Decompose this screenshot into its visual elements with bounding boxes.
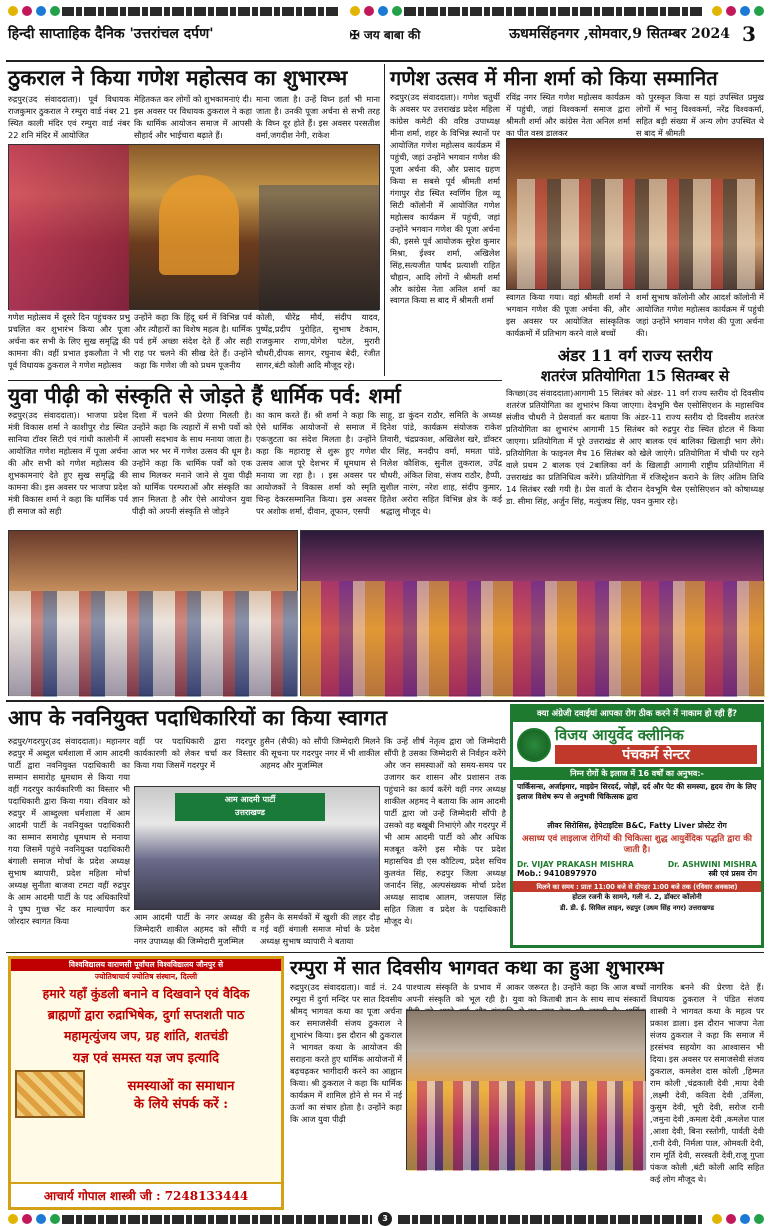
divider-mid-left [8,380,502,381]
article4-col-d: साहू, डा कुंदन राठौर, समिति के अध्यक्ष दिनेश पांडे, कार्यक्रम संयोजक राकेश तिवारी, चंद्रप्रकाश, अखिलेश खरे, डॉक्टर धीर सिंह, मनदीप वर्मा, ममता पांडे, निलेश कौशिक, सुनील तुकराल, उपेंद्र चौधरी, अंकित शिवा, संजय राठौर, हैप्पी, सुशील नारंग, नरेश शाह, संदीप कुमार, हितेश अरोरा सहित विभिन्न क्षेत्र के कई श्रद्धालु मौजूद थे। [380,410,502,516]
clinic-treat-list: पार्किंसन्स, अर्जाइमार, माइग्रेन सिरदर्द, जोड़ों, दर्द और पेट की समस्या, हृदय रोग के लिए इलाज विशेष रूप से अनुभवी चिकित्सक द्वारा [517,782,757,802]
article3-headline-line2: शतरंज प्रतियोगिता 15 सितम्बर से [540,367,730,385]
clinic-treat-head: निम्न रोगों के इलाज में 16 वर्षों का अनुभव:- [513,767,761,780]
article5-col-e: हुसैन के समर्थकों में खुशी की लहर दौड़ गई वहीं बंगाली समाज मोर्चा के प्रदेश अध्यक्ष सुभाष व्यापारी ने बताया [260,912,380,946]
article5-col-c: हुसैन (सैफी) को सौंपी जिम्मेदारी मिलने की सूचना पर गदरपुर नगर में भी शाकील अहमद और मुजम्मिल [260,736,380,770]
clinic-timing: मिलने का समय : प्रातः 11:00 बजे से दोपहर 1:00 बजे तक (रविवार अवकाश) [513,881,761,892]
doctor2-role: स्त्री एवं प्रसव रोग [708,869,757,879]
masthead-rule [6,60,764,62]
astro-headline: हमारे यहाँ कुंडली बनाने व दिखवाने एवं वैदिक [42,986,250,1001]
article3-body: किच्छा(उद संवाददाता)आगामी 15 सितंबर को अंडर- 11 वर्ग राज्य स्तरीय दो दिवसीय शतरंज प्रतियोगिता का शुभारंभ किया जाएगा। देवभूमि चैस एसोसिएशन के महासचिव संजीव चौधरी ने प्रेसवार्ता कर बताया कि अंडर-11 राज्य स्तरीय दो दिवसीय शतरंज प्रतियोगिता का शुभारंभ आगामी 15 सितंबर को रुद्रपुर रोड स्थित होटल में किया जाएगा। प्रतियोगिता में पूरे उत्तराखंड से आए बालक एवं बालिका खिलाड़ी भाग लेंगे। प्रतियोगिता के फाइनल मैच 16 सितंबर को खेले जाएंगे। प्रतियोगिता में चौथी पर रहने वाले प्रथम 2 बालक एवं 2बालिका वर्ग के खिलाड़ी आगामी राष्ट्रीय प्रतियोगिता में उत्तराखंड का प्रतिनिधित्व करेंगे। प्रतियोगिता में रजिस्ट्रेशन कराने के लिए अंतिम तिथि 14 सितंबर रखी गयी है। प्रेस वार्ता के दौरान देवभूमि चैस एसोसिएशन को कोषाध्यक्ष डा. सीमा सिंह, अर्जुन सिंह, मत्युंजय सिंह, पवन कुमार रहे। [506,388,764,506]
masthead-dots-mid [350,6,402,16]
masthead-slogan: ✠ जय बाबा की [349,28,421,42]
astro-line7: के लिये संपर्क करें : [133,1097,229,1112]
paper-name: हिन्दी साप्ताहिक दैनिक 'उत्तरांचल दर्पण' [8,26,214,42]
astro-line2: ज्योतिषाचार्य ज्योतिष संस्थान, दिल्ली [94,972,198,981]
footer-dots-right [712,1214,764,1224]
clinic-logo-icon [517,728,551,762]
article6-col-c-top: जरूरत है। उन्होंने कहा कि आज बच्चों को किताबी ज्ञान के साथ साथ संस्कारों [528,982,646,1004]
photo-banner-line2: उत्तराखण्ड [235,808,265,817]
article2-headline: गणेश उत्सव में मीना शर्मा को किया सम्मानित [390,66,718,90]
masthead-dots-right [712,6,764,16]
article5-col-f: कि उन्हें शीर्ष नेतृत्व द्वारा जो जिम्मेदारी सौंपी है उसका जिम्मेदारी से निर्वहन करेंगे और जन समस्याओं को समय-समय पर उजागर कर शासन और प्रशासन तक पहुंचाने का कार्य करेंगे वहीं नगर अध्यक्ष शाकील अहमद ने बताया कि आम आदमी पार्टी द्वारा जो उन्हें जिम्मेदारी सौंपी है उसको वह बखूबी निभाएंगे और गदरपुर में भी आम आदमी पार्टी को और अधिक मजबूत करेंगे इस मौके पर प्रदेश महासचिव डी एस कौटिल्य, प्रदेश सचिव कुलवंत सिंह, रुद्रपुर जिला अध्यक्ष जनार्दन सिंह, अल्पसंख्यक मोर्चा प्रदेश अध्यक्ष सादाब आलम, जसपाल सिंह सहित जिला व प्रदेश के पदाधिकारी मौजूद थे। [384,736,506,926]
page-number: 3 [742,22,756,46]
article2-col-a: रुद्रपुर(उद संवाददाता)। गणेश चतुर्थी के अवसर पर उत्तराखंड प्रदेश महिला कांग्रेस कमेटी की वरिष्ठ उपाध्यक्ष मीना शर्मा, शहर के विभिन्न स्थानों पर आयोजित गणेश महोत्सव कार्यक्रम में पहुंची, जहां उन्होंने भगवान गणेश की पूजा अर्चना की, और प्रसाद ग्रहण किया स सबसे पूर्व श्रीमती शर्मा गंगापुर रोड स्थित स्वर्णिम हिल व्यू सिटी कॉलोनी में आयोजित गणेश महोत्सव कार्यक्रम में पहुंची, जहां उन्होंने भगवान गणेश की पूजा अर्चना की, इससे पूर्व आयोजक सुरेश कुमार मिश्रा, ईश्वर शर्मा, अखिलेश सिंह,सत्यजीत पार्षद प्रत्याशी राहित चौहान, आदि लोगों ने श्रीमती शर्मा और कांग्रेस नेता अनिल शर्मा का स्वागत किया स बाद में श्रीमती शर्मा [390,92,500,306]
masthead-stripe-left [62,7,340,16]
article4-col-a: रुद्रपुर(उद संवाददाता)। भाजपा प्रदेश मंत्री विकास शर्मा ने काशीपुर रोड स्थित सानिया टॉवर सिटी एवं गांधी कालोनी में आयोजित गणेश महोत्सव में पूजा अर्चना की और सभी को गणेश महोत्सव की शुभकामनाएं देते हुए सुख समृद्धि की कामना की। इस अवसर पर भाजपा प्रदेश मंत्री विकास शर्मा ने कहा कि धार्मिक पर्व ही समाज को सही [8,410,128,516]
article1-col-a: रुद्रपुर(उद संवाददाता)। पूर्व विधायक राजकुमार ठुकराल ने रम्पुरा वार्ड नंबर 21 स्थित काली मंदिर एवं रम्पुरा वार्ड नंबर 22 शनि मंदिर में आयोजित [8,94,130,140]
astro-contact: आचार्य गोपाल शास्त्री जी : 7248133444 [11,1182,281,1207]
article6-photo [406,1010,646,1170]
article2-photo [506,138,764,290]
article5-col-d: आम आदमी पार्टी के नगर अध्यक्ष की जिम्मेदारी शाकील अहमद को सौंपी व नगर उपाध्यक्ष की जिम्मेदारी मुजम्मिल [134,912,256,946]
article4-col-c: का काम करते हैं। श्री शर्मा ने कहा कि ऐसे धार्मिक आयोजनों से समाज में एकजुटता का संदेश मिलता है। उन्होंने कहा कि महाराष्ट्र से शुरू हुए गणेश उत्सव आज पूरे देशभर में धूमधाम से मनाया जा रहा है। । इस अवसर पर आयोजकों ने विकास शर्मा को स्मृति चिन्ह देकरसम्मानित किया। इस अवसर पर अशोक शर्मा, दीवान, तूफान, एसपी [256,410,376,516]
article2-col-c: को पुरस्कृत किया स यहां उपस्थित प्रमुख लोगों में भानु विश्वकर्मा, नरेंद्र विश्वकर्मा, सहित बड़ी संख्या में अन्य लोग उपस्थित थे स बाद में श्रीमती [636,92,764,138]
astro-line6: समस्याओं का समाधान [127,1079,235,1094]
divider-bottom [6,952,764,953]
astro-line3: ब्राह्मणों द्वारा रुद्राभिषेक, दुर्गा सप्तशती पाठ [47,1007,245,1022]
slogan-text: जय बाबा की [363,28,421,42]
article1-col-f: कोली, धीरेंद्र मौर्य, संदीप यादव, पुष्पेंद्र,प्रदीप पुरोहित, सुभाष टेकाम, राजकुमार राणा,योगेश पटेल, मुरारी चौधरी,दीपक सागर, रघुनाथ बेदी, रंजीत सागर,बंटी कोली आदि मौजूद रहे। [256,312,380,370]
clinic-name: विजय आयुर्वेद क्लीनिक [555,726,684,745]
article5-headline: आप के नवनियुक्त पदाधिकारियों का किया स्वागत [8,705,388,730]
footer-stripe-left [62,1215,372,1224]
masthead-stripe-right [404,7,702,16]
clinic-highlight: असाध्य एवं लाइलाज रोगियों की चिकित्सा शुद्ध आयुर्वेदिक पद्धति द्वारा की जाती है। [521,834,753,856]
article4-headline: युवा पीढ़ी को संस्कृति से जोड़ते हैं धार्मिक पर्व: शर्मा [8,383,401,408]
article5-photo [134,786,380,910]
doctor2-name: Dr. ASHWINI MISHRA [667,860,757,870]
article5-col-b: वहीं पर पदाधिकारी द्वारा गदरपुर कार्यकारणी को लेकर चर्चा कर विस्तार किया गया जिसमें गदरपुर में [134,736,256,770]
footer-marker: 3 [378,1212,392,1226]
article2-col-d: स्वागत किया गया। वहां श्रीमती शर्मा ने भगवान गणेश की पूजा अर्चना की, और इस अवसर पर आयोजित सांस्कृतिक कार्यक्रमों में प्रतिभाग करने वाले बच्चों [506,292,630,338]
article4-photo-left [8,530,298,696]
article6-col-b-top: पाश्चात्य संस्कृति के प्रभाव में आकर अपनी संस्कृति को भूल रही है। युवा [406,982,524,1004]
clinic-ad-top-line: क्या अंग्रेजी दवाईयां आपका रोग ठीक करने में नाकाम हो रही हैं? [513,707,761,722]
article2-col-e: शर्मा सुभाष कॉलोनी और आदर्श कॉलोनी में आयोजित गणेश महोत्सव कार्यक्रम में पहुंची जहां उन्होंने भगवान गणेश की पूजा अर्चना की। [636,292,764,338]
article4-photo-right [300,530,764,696]
doctor1-mobile: Mob.: 9410897970 [517,869,597,879]
article1-photo [8,144,380,310]
article1-col-c: माना जाता है। उन्हें विघ्न हर्ता भी माना जाता है। उनकी पूजा अर्चना से सभी तरह के विघ्न दूर होते हैं। इस अवसर परसतीश वर्मा,जगदीश नेगी, राकेश [256,94,380,140]
clinic-ad [510,704,764,948]
article2-col-b: रविंद्र नगर स्थित गणेश महोत्सव कार्यक्रम में पहुंची, जहां विश्वकर्मा समाज द्वारा श्रीमती शर्मा और कांग्रेस नेता अनिल शर्मा का पीत वस्त्र डालकर [506,92,630,138]
clinic-address2: डी. डी. ई. सिविल लाइन, रुद्रपुर (उधम सिंह नगर) उत्तराखण्ड [560,904,714,913]
doctor1-name: Dr. VIJAY PRAKASH MISHRA [517,860,634,870]
article1-col-d: गणेश महोत्सव में दूसरे दिन पहुंचकर प्रभु प्रचलित कर शुभारंभ किया और पूजा अर्चना कर सभी के लिए सुख समृद्धि की कामना की। वहीं प्रभात इकलौता ने भी पूर्व विधायक ठुकराल ने गणेश महोत्सव [8,312,130,370]
clinic-treat-list2: लीवर सिरोसिस, हेपेटाइटिस B&C, Fatty Liver प्रोस्टेट रोग [547,821,727,831]
footer-stripe-right [398,1215,702,1224]
masthead-dots-left [8,6,60,16]
article6-col-a: रुद्रपुर(उद संवाददाता)। वार्ड नं. 24 रम्पुरा में दुर्गा मन्दिर पर सात दिवसीय श्रीमद् भागवत कथा का पूजा अर्चना कर समाजसेवी संजय ठुकराल ने शुभारंभ किया। इस दौरान श्री ठुकराल ने भागवत कथा के आयोजन की सराहना करते हुए धार्मिक आयोजनों में बढ़चढ़कर भागीदारी करने का आह्वान किया। श्री ठुकराल ने कहा कि धार्मिक कार्यक्रम में शामिल होने से मन में नई ऊर्जा का संचार होता है। उन्होंने कहा कि आज युवा पीढ़ी [290,982,402,1124]
clinic-subname: पंचकर्म सेन्टर [555,745,757,764]
column-divider-top [384,64,385,376]
article1-col-e: उन्होंने कहा कि हिंदू धर्म में विभिन्न पर्व और त्यौहारों का विशेष महत्व है। धार्मिक पर्व हमें अच्छा संदेश देते हैं और सही राह पर चलने की सीख देते हैं। उन्होंने कहा कि गणेश जी को प्रथम पूजनीय [134,312,252,370]
article5-col-a: रुद्रपुर/गदरपुर(उद संवाददाता)। महानगर रुद्रपुर में अब्दुल धर्मशाला में आम आदमी पार्टी द्वारा नवनियुक्त पदाधिकारी का सम्मान समारोह धूमधाम से किया गया वहीं गदरपुर कार्यकारिणी का विस्तार भी पदाधिकारी द्वारा किया गया। रविवार को रुद्रपुर में आब्दुल्ला धर्मशाला में आम आदमी पार्टी के नवनियुक्त पदाधिकारी का सम्मान समारोह धूमधाम से मनाया गया जिसमें पहुंचे नवनियुक्त पदाधिकारी बंगाली समाज मोर्चा के प्रदेश अध्यक्ष सुभाष ब्यापारी, प्रदेश महिला मोर्चा अध्यक्ष सुनीता बाजवा टमटा वहीं रुद्रपुर के आम आदमी पार्टी के पद अधिकारियों ने पुष्प गुच्छ भेंट कर माल्यार्पण कर जोरदार स्वागत किया [8,736,130,926]
article3-headline-line1: अंडर 11 वर्ग राज्य स्तरीय [557,346,713,365]
clinic-address: होटल रजनी के सामने, गली नं. 2, डॉक्टर कॉलोनी [572,893,702,902]
article4-col-b: दिशा में चलने की प्रेरणा मिलती है। उन्होंने कहा कि त्यहारों में सभी पर्वो को आपसी सदभाव के साथ मनाया जाता है। आज भर भर में गणेश उत्सव की धूम है। उन्होंने कहा कि धार्मिक पर्वों को एक साथ मिलकर मनाने जाने से युवा पीढ़ी को धार्मिक परम्पराओं और संस्कृति का ज्ञान मिलता है और ऐसे आयोजन युवा पीढ़ी को अपनी संस्कृति से जोड़ने [132,410,252,516]
photo-banner [175,793,325,821]
photo-banner-line1: आम आदमी पार्टी [224,795,276,804]
footer-dots-left [8,1214,60,1224]
kundali-chart-icon [15,1070,85,1118]
article6-headline: रम्पुरा में सात दिवसीय भागवत कथा का हुआ शुभारम्भ [290,957,664,979]
astro-top-line: विश्वविद्यालय वाराणसी पूर्वांचल विश्वविद्यालय जौनपुर से [11,959,281,971]
article1-col-b: मेहितकत कर लोगों को शुभकामनाएं दी। इस अवसर पर विधायक ठुकराल ने कहा कि धार्मिक आयोजन समाज में आपसी सौहार्द और भाईचारा बढ़ाते हैं। [134,94,252,140]
article1-headline: ठुकराल ने किया गणेश महोत्सव का शुभारम्भ [8,65,348,90]
astro-line5: यज्ञ एवं समस्त यज्ञ जप इत्यादि [72,1051,220,1066]
article6-col-d: नागरिक बनने की प्रेरणा देते हैं। विधायक ठुकराल ने पंडित संजय शास्त्री ने भागवत कथा के महत्व पर प्रकाश डाला। इस दौरान भाजपा नेता संजय ठुकराल ने कहा कि समाज में हरसंभव सहयोग का आश्वासन भी दिया। इस अवसर पर समाजसेवी संजय ठुकराल, कमलेश दास कोली ,हिम्मत राम कोली ,चंद्रकाली देवी ,माया देवी ,लक्ष्मी देवी, कविता देवी ,उर्मिला, कुसुम देवी, भूरी देवी, सरोज रानी ,जमुना देवी ,कमला देवी ,कमलेश पाल ,आशा देवी, बिना रस्तोगी, पार्वती देवी ,रानी देवी, निर्मला पाल, ओमवती देवी, राम मूर्ति देवी, सरस्वती देवी,राजू गुप्ता पंकज कोली ,बंटी कोली आदि सहित कई लोग मौजूद थे। [650,982,764,1184]
divider-lower [6,700,764,702]
dateline: ऊधमसिंहनगर ,सोमवार,9 सितम्बर 2024 [509,26,730,42]
astro-ad [8,956,284,1210]
astro-line4: महामृत्युंजय जप, ग्रह शांति, शतचंडी [64,1028,228,1043]
